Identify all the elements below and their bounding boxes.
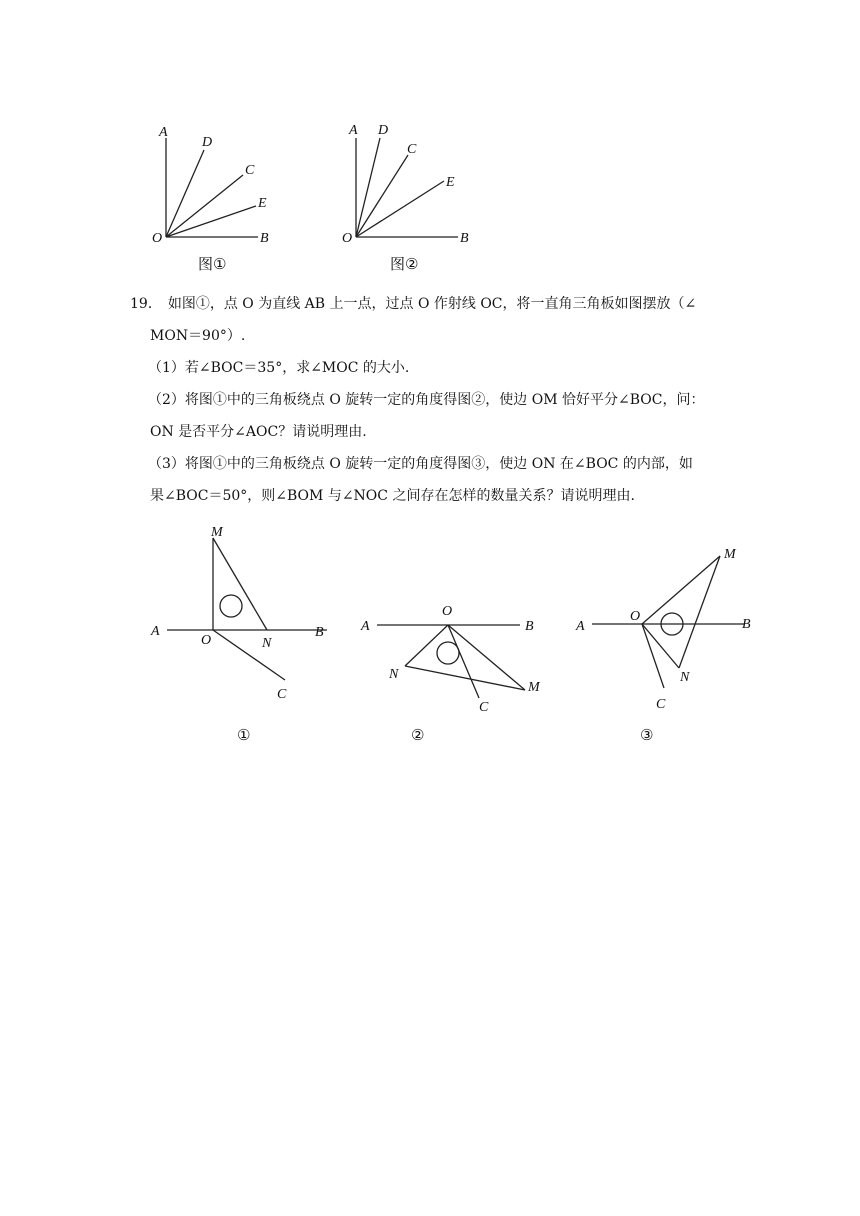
question-part-1: （1）若∠BOC＝35°，求∠MOC 的大小. [148, 360, 410, 376]
label-o: O [152, 231, 163, 246]
triangle-hole [220, 595, 242, 617]
caption-bottom-2: ② [411, 726, 425, 744]
label-b: B [260, 231, 269, 246]
label-b: B [525, 619, 534, 634]
label-o: O [342, 231, 353, 246]
label-n: N [680, 670, 690, 685]
caption-fig1: 图① [198, 255, 227, 273]
label-e: E [446, 175, 455, 190]
caption-fig2: 图② [390, 255, 419, 273]
label-o: O [201, 633, 212, 648]
label-a: A [576, 619, 585, 634]
label-o: O [442, 604, 453, 619]
ray-oc [213, 630, 285, 680]
ray-oc [356, 155, 408, 237]
side-nm [405, 666, 525, 690]
side-mn [679, 556, 720, 668]
ray-oc [642, 624, 664, 688]
side-on [642, 624, 679, 668]
bottom-figure-1 [145, 520, 345, 750]
caption-bottom-3: ③ [640, 726, 654, 744]
label-m: M [528, 680, 540, 695]
question-number: 19． [130, 296, 162, 312]
triangle-hole [437, 642, 459, 664]
side-om [642, 556, 720, 624]
question-part-2-line2: ON 是否平分∠AOC？请说明理由. [150, 424, 367, 440]
question-stem-line1: 19． 如图①，点 O 为直线 AB 上一点，过点 O 作射线 OC，将一直角三角板如图摆放（∠ [130, 296, 697, 312]
label-c: C [277, 687, 287, 702]
side-mn [213, 538, 267, 630]
label-a: A [361, 619, 370, 634]
top-figure-2 [338, 118, 488, 278]
label-m: M [211, 525, 223, 540]
side-on [405, 625, 448, 666]
label-d: D [202, 135, 213, 150]
label-n: N [262, 636, 272, 651]
bottom-figure-2 [355, 570, 555, 750]
ray-od [356, 138, 380, 237]
label-c: C [479, 700, 489, 715]
label-a: A [151, 624, 160, 639]
label-m: M [724, 547, 736, 562]
ray-oe [356, 181, 444, 237]
label-b: B [315, 625, 324, 640]
label-b: B [742, 617, 751, 632]
question-stem-line2: MON＝90°）. [150, 328, 246, 344]
question-part-3-line2: 果∠BOC＝50°，则∠BOM 与∠NOC 之间存在怎样的数量关系？请说明理由. [150, 488, 635, 504]
label-b: B [460, 231, 469, 246]
question-part-2-line1: （2）将图①中的三角板绕点 O 旋转一定的角度得图②，使边 OM 恰好平分∠BOC，问： [148, 392, 705, 408]
caption-bottom-1: ① [237, 726, 251, 744]
label-c: C [656, 697, 666, 712]
label-c: C [407, 142, 417, 157]
label-a: A [349, 123, 358, 138]
label-c: C [245, 163, 255, 178]
label-e: E [258, 196, 267, 211]
label-o: O [630, 609, 641, 624]
ray-oc [448, 625, 479, 698]
ray-oe [166, 206, 256, 237]
ray-oc [166, 175, 243, 237]
label-n: N [389, 667, 399, 682]
label-d: D [378, 123, 389, 138]
ray-od [166, 150, 204, 237]
side-om [448, 625, 525, 690]
top-figure-1 [148, 118, 298, 278]
label-a: A [159, 125, 168, 140]
question-19 [130, 288, 770, 512]
question-part-3-line1: （3）将图①中的三角板绕点 O 旋转一定的角度得图③，使边 ON 在∠BOC 的内部，如 [148, 456, 693, 472]
bottom-figure-3 [570, 540, 770, 750]
